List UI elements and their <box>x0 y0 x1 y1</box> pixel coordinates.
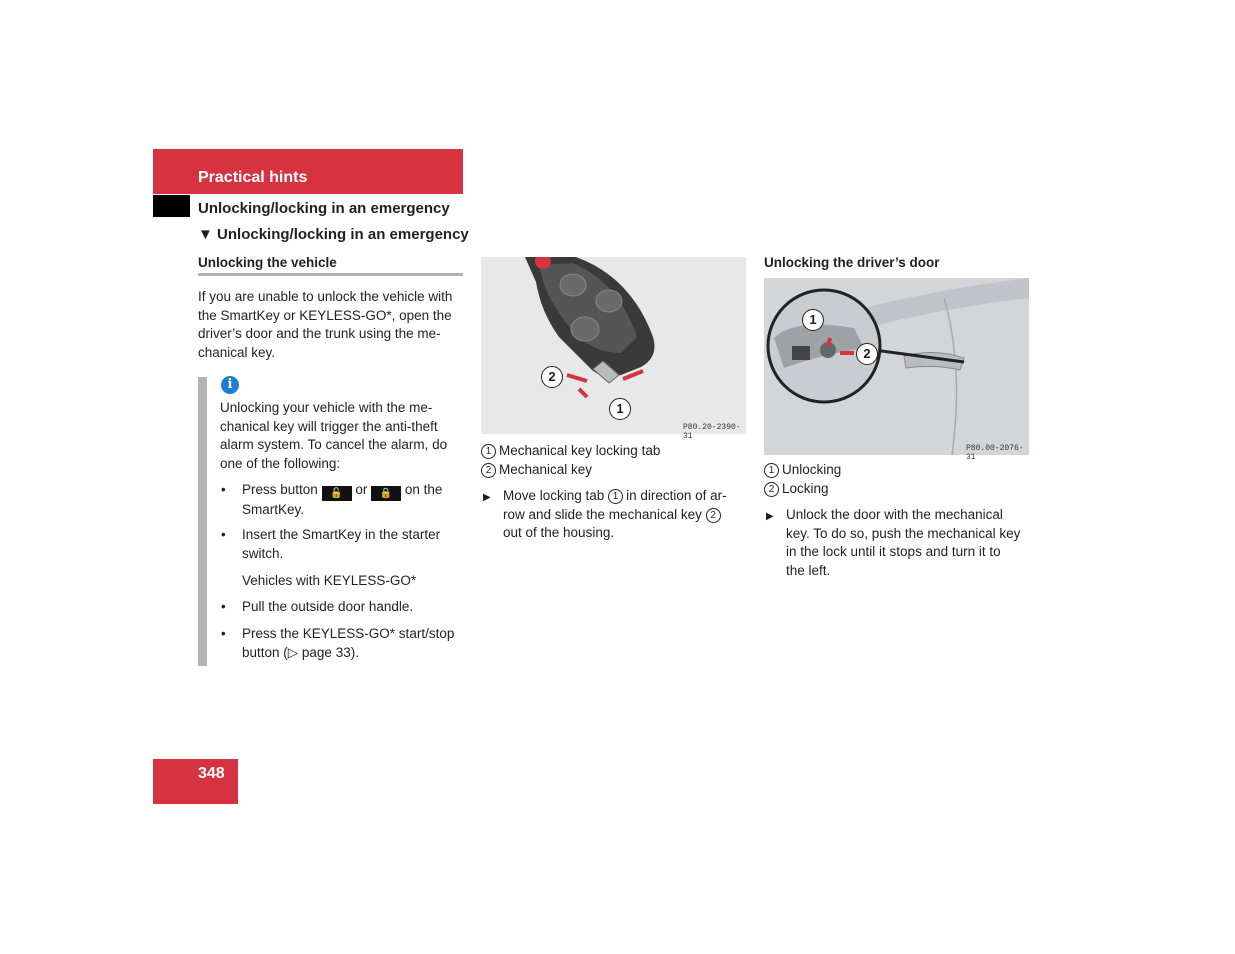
intro-line: If you are unable to unlock the vehicle with <box>198 289 453 304</box>
key-step <box>481 487 749 543</box>
legend-text: Mechanical key <box>499 461 593 477</box>
triangle-down-icon: ▼ <box>198 226 213 243</box>
chapter-title: Practical hints <box>198 169 308 186</box>
legend-text: Mechanical key locking tab <box>499 443 661 458</box>
bullet-dot: • <box>221 482 226 497</box>
info-bullet-2 <box>221 526 466 563</box>
bullet-text: switch. <box>242 545 284 561</box>
legend-item <box>764 461 1029 480</box>
bullet-dot: • <box>221 599 226 614</box>
step-text: row and slide the mechanical key <box>503 506 702 522</box>
bullet-text: SmartKey. <box>242 502 305 517</box>
info-line: Unlocking your vehicle with the me- <box>220 400 433 415</box>
intro-line: driver’s door and the trunk using the me- <box>198 326 441 342</box>
figure-code: P80.20-2390-31 <box>683 423 741 441</box>
bullet-dot: • <box>221 527 226 542</box>
intro-paragraph <box>198 288 468 362</box>
unlock-button-icon: 🔓 <box>322 486 352 501</box>
bullet-text: Press the KEYLESS-GO* start/stop <box>242 626 455 641</box>
step-number: 1 <box>608 489 623 504</box>
section-title-text: Unlocking/locking in an emergency <box>217 226 469 243</box>
bullet-text: Press button <box>242 482 318 497</box>
left-heading: Unlocking the vehicle <box>198 255 337 270</box>
intro-line: chanical key. <box>198 344 276 360</box>
legend-item <box>481 461 746 480</box>
info-icon: i <box>221 376 239 394</box>
door-illustration <box>764 278 1029 455</box>
bullet-text: Insert the SmartKey in the starter <box>242 527 441 542</box>
step-text: in the lock until it stops and turn it to <box>786 544 1001 560</box>
callout-2: 2 <box>541 366 563 388</box>
info-line: chanical key will trigger the anti-theft <box>220 418 438 434</box>
legend-number: 2 <box>481 463 496 478</box>
chapter-tab <box>153 149 463 194</box>
callout-2: 2 <box>856 343 878 365</box>
legend-number: 1 <box>481 444 496 459</box>
bullet-text: Pull the outside door handle. <box>242 599 414 614</box>
legend-number: 2 <box>764 482 779 497</box>
legend-text: Locking <box>782 480 829 496</box>
key-legend <box>481 442 746 479</box>
step-text: the left. <box>786 562 831 578</box>
legend-number: 1 <box>764 463 779 478</box>
door-figure <box>764 278 1029 462</box>
section-title <box>198 226 469 243</box>
left-heading-rule <box>198 273 463 276</box>
right-heading: Unlocking the driver’s door <box>764 255 940 270</box>
info-text <box>220 399 470 473</box>
intro-line: the SmartKey or KEYLESS-GO*, open the <box>198 307 452 323</box>
step-text: in direction of ar- <box>626 488 727 503</box>
legend-text: Unlocking <box>782 462 842 477</box>
figure-code: P80.00-2076-31 <box>966 444 1024 462</box>
callout-1: 1 <box>609 398 631 420</box>
section-marker-block <box>153 195 190 217</box>
lock-button-icon: 🔒 <box>371 486 401 501</box>
bullet-text: or <box>355 482 368 497</box>
info-bullet-3 <box>221 598 466 617</box>
step-text: Move locking tab <box>503 488 605 503</box>
step-arrow-icon: ▶ <box>766 511 774 522</box>
bullet-dot: • <box>221 626 226 641</box>
legend-item <box>764 480 1029 499</box>
page-reference-link: button (▷ page 33). <box>242 644 359 660</box>
info-sidebar-bar <box>198 377 207 666</box>
step-arrow-icon: ▶ <box>483 492 491 503</box>
step-text: out of the housing. <box>503 525 615 541</box>
legend-item <box>481 442 746 461</box>
door-legend <box>764 461 1029 498</box>
page-number: 348 <box>198 765 225 782</box>
step-text: Unlock the door with the mechanical <box>786 507 1003 522</box>
info-bullet-1 <box>221 481 466 520</box>
step-number: 2 <box>706 508 721 523</box>
bullet-text: on the <box>404 482 443 497</box>
info-line: alarm system. To cancel the alarm, do <box>220 437 448 453</box>
keyless-label: Vehicles with KEYLESS-GO* <box>242 573 417 588</box>
door-step <box>764 506 1032 580</box>
info-bullet-4 <box>221 625 466 662</box>
info-line: one of the following: <box>220 455 341 471</box>
subtitle: Unlocking/locking in an emergency <box>198 200 450 217</box>
step-text: key. To do so, push the mechanical key <box>786 525 1021 541</box>
smartkey-figure <box>481 257 746 441</box>
page-number-box <box>153 759 238 804</box>
callout-1: 1 <box>802 309 824 331</box>
